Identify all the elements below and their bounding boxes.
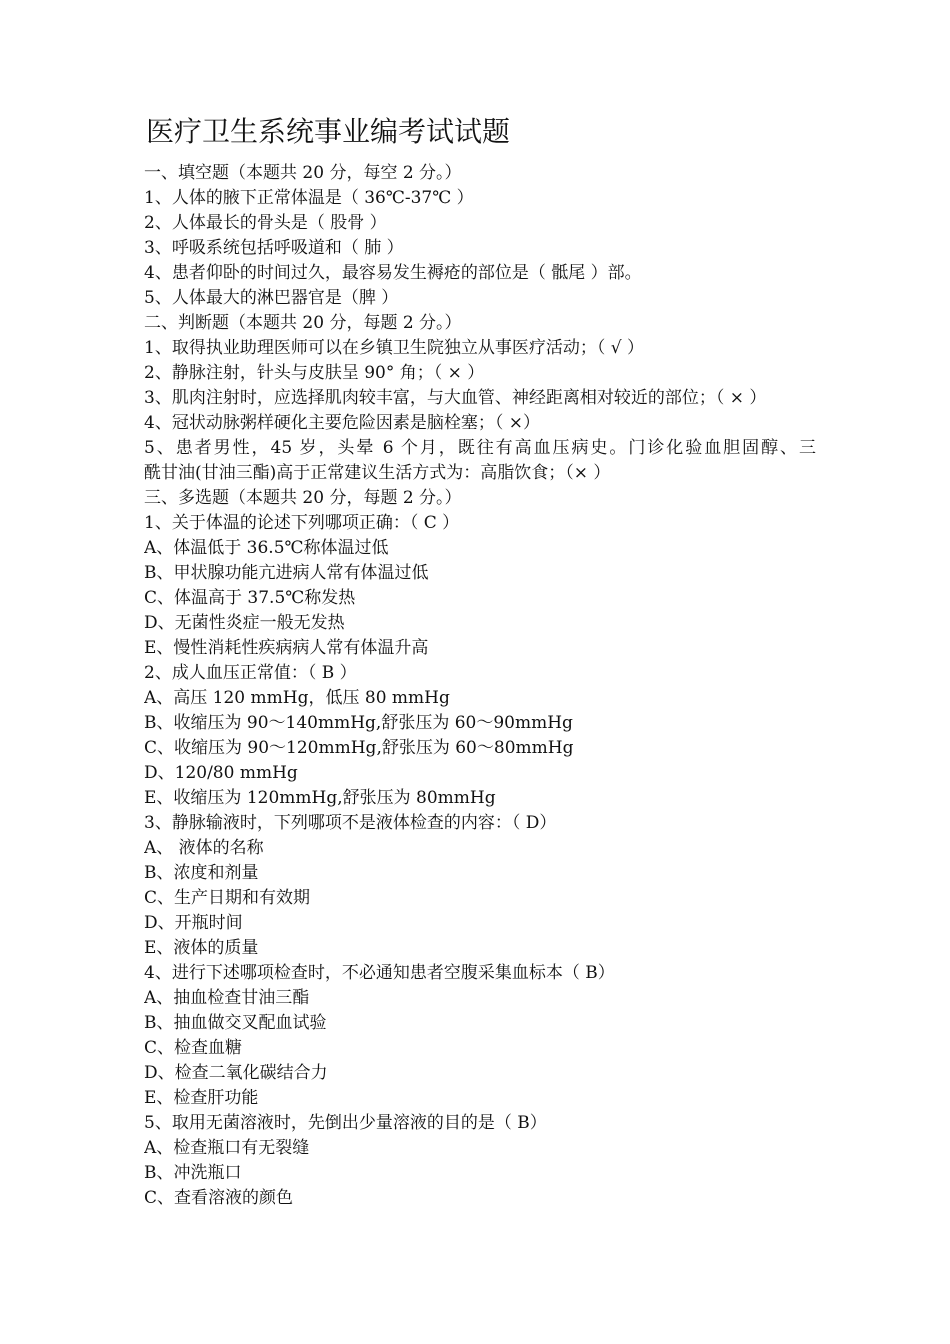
option-line: A、体温低于 36.5℃称体温过低: [144, 538, 389, 558]
option-line: C、收缩压为 90～120mmHg,舒张压为 60～80mmHg: [144, 738, 574, 758]
question-line: 3、呼吸系统包括呼吸道和（ 肺 ）: [144, 238, 404, 258]
question-line: 5、患者男性，45 岁，头晕 6 个月，既往有高血压病史。门诊化验血胆固醇、三: [144, 438, 816, 458]
option-line: E、慢性消耗性疾病病人常有体温升高: [144, 638, 429, 658]
option-line: A、抽血检查甘油三酯: [144, 988, 310, 1008]
option-line: B、冲洗瓶口: [144, 1163, 242, 1183]
option-line: D、检查二氧化碳结合力: [144, 1063, 328, 1083]
document-body: [144, 161, 816, 1211]
question-line: 3、肌肉注射时，应选择肌肉较丰富，与大血管、神经距离相对较近的部位；（ × ）: [144, 388, 767, 408]
section-heading-true-false: 二、判断题（本题共 20 分，每题 2 分。）: [144, 313, 462, 333]
question-line: 2、人体最长的骨头是（ 股骨 ）: [144, 213, 387, 233]
option-line: A、 液体的名称: [144, 838, 264, 858]
option-line: E、收缩压为 120mmHg,舒张压为 80mmHg: [144, 788, 496, 808]
question-line: 4、患者仰卧的时间过久，最容易发生褥疮的部位是（ 骶尾 ）部。: [144, 263, 642, 283]
question-line: 3、静脉输液时，下列哪项不是液体检查的内容：（ D）: [144, 813, 557, 833]
question-line: 1、取得执业助理医师可以在乡镇卫生院独立从事医疗活动；（ √ ）: [144, 338, 644, 358]
option-line: A、检查瓶口有无裂缝: [144, 1138, 310, 1158]
option-line: B、甲状腺功能亢进病人常有体温过低: [144, 563, 429, 583]
option-line: E、液体的质量: [144, 938, 259, 958]
option-line: C、生产日期和有效期: [144, 888, 311, 908]
section-heading-multiple-choice: 三、多选题（本题共 20 分，每题 2 分。）: [144, 488, 462, 508]
question-line-continued: 酰甘油(甘油三酯)高于正常建议生活方式为：高脂饮食；（× ）: [144, 463, 611, 483]
option-line: E、检查肝功能: [144, 1088, 259, 1108]
question-line: 2、成人血压正常值：（ B ）: [144, 663, 357, 683]
question-line: 1、人体的腋下正常体温是（ 36℃-37℃ ）: [144, 188, 474, 208]
option-line: D、120/80 mmHg: [144, 763, 298, 783]
option-line: C、查看溶液的颜色: [144, 1188, 294, 1208]
option-line: C、检查血糖: [144, 1038, 243, 1058]
document-title: 医疗卫生系统事业编考试试题: [146, 115, 511, 148]
option-line: D、开瓶时间: [144, 913, 243, 933]
option-line: B、浓度和剂量: [144, 863, 259, 883]
question-line: 4、进行下述哪项检查时，不必通知患者空腹采集血标本（ B）: [144, 963, 615, 983]
question-line: 2、静脉注射，针头与皮肤呈 90° 角；（ × ）: [144, 363, 485, 383]
option-line: B、抽血做交叉配血试验: [144, 1013, 327, 1033]
section-heading-fill-blank: 一、填空题（本题共 20 分，每空 2 分。）: [144, 163, 462, 183]
option-line: C、体温高于 37.5℃称发热: [144, 588, 356, 608]
question-line: 5、取用无菌溶液时，先倒出少量溶液的目的是（ B）: [144, 1113, 547, 1133]
question-line: 4、冠状动脉粥样硬化主要危险因素是脑栓塞；（ ×）: [144, 413, 540, 433]
question-line: 5、人体最大的淋巴器官是（脾 ）: [144, 288, 399, 308]
question-line: 1、关于体温的论述下列哪项正确：（ C ）: [144, 513, 460, 533]
option-line: B、收缩压为 90～140mmHg,舒张压为 60～90mmHg: [144, 713, 573, 733]
option-line: D、无菌性炎症一般无发热: [144, 613, 345, 633]
option-line: A、高压 120 mmHg，低压 80 mmHg: [144, 688, 450, 708]
